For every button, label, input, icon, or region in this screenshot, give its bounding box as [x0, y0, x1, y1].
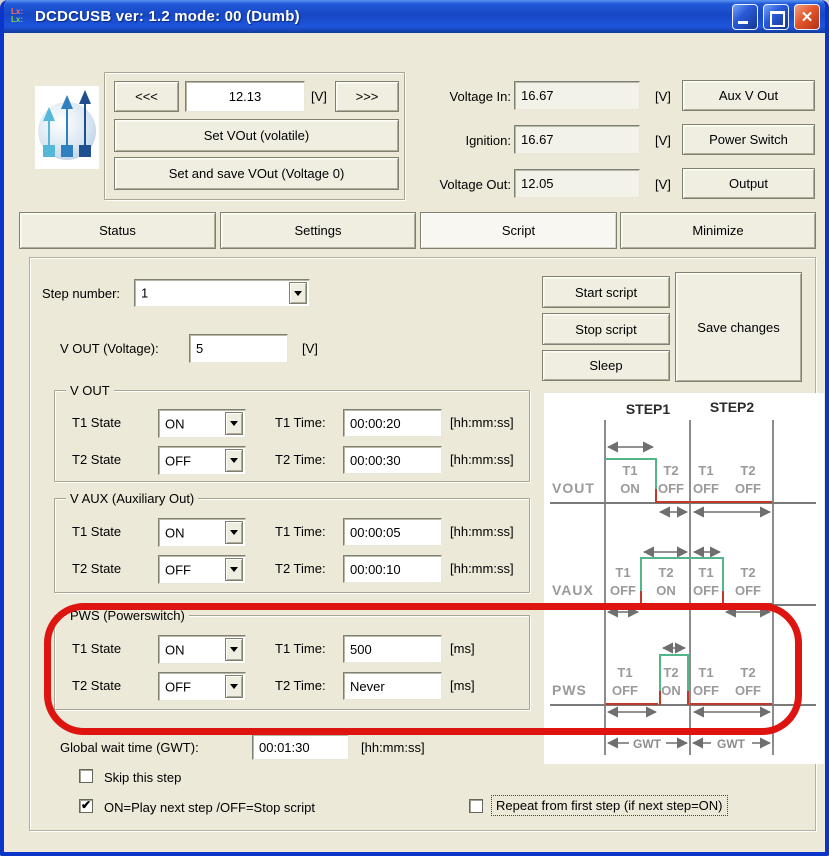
chevron-down-icon[interactable]	[225, 521, 243, 544]
t1-time-unit: [ms]	[450, 641, 475, 656]
vaux-group	[54, 491, 530, 593]
vaux-t2-time-input[interactable]	[343, 555, 442, 583]
vaux-group-title: V AUX (Auxiliary Out)	[66, 491, 198, 506]
gwt-input[interactable]	[252, 734, 349, 760]
t1-time-unit: [hh:mm:ss]	[450, 524, 514, 539]
gwt-unit: [hh:mm:ss]	[361, 740, 425, 755]
skip-step-checkbox[interactable]	[79, 769, 93, 783]
t2-state-label: T2 State	[72, 561, 122, 576]
output-button[interactable]: Output	[682, 168, 815, 199]
pws-t1-time-input[interactable]	[343, 635, 442, 663]
vout-setpoint-input[interactable]	[185, 81, 305, 112]
save-changes-button[interactable]: Save changes	[675, 272, 802, 382]
vout-t2-state-dropdown[interactable]	[158, 446, 246, 475]
skip-step-label: Skip this step	[104, 770, 182, 785]
timing-diagram	[544, 393, 824, 764]
timing-diagram-graphic	[544, 393, 824, 764]
t1-time-label: T1 Time:	[275, 641, 326, 656]
gwt-span-label: GWT	[633, 737, 661, 751]
tab-status[interactable]: Status	[19, 212, 216, 249]
seg-label: T2	[663, 665, 679, 680]
vout-row-label: VOUT	[552, 480, 595, 496]
pws-t1-state-value: ON	[165, 642, 185, 657]
seg-label: T2	[658, 565, 674, 580]
voltage-out-value	[514, 169, 640, 198]
step-number-value: 1	[141, 285, 149, 301]
maximize-window-icon[interactable]	[763, 4, 789, 30]
t2-state-label: T2 State	[72, 678, 122, 693]
seg-label: ON	[656, 583, 676, 598]
tab-minimize[interactable]: Minimize	[620, 212, 816, 249]
vaux-t1-state-dropdown[interactable]	[158, 518, 246, 547]
seg-label: T2	[740, 565, 756, 580]
pws-t1-state-dropdown[interactable]	[158, 635, 246, 664]
seg-label: T1	[698, 665, 714, 680]
repeat-first-step-label: Repeat from first step (if next step=ON)	[491, 795, 728, 816]
seg-label: OFF	[658, 481, 684, 496]
vout-voltage-label: V OUT (Voltage):	[60, 341, 159, 356]
t1-state-label: T1 State	[72, 415, 122, 430]
play-next-step-checkbox[interactable]	[79, 799, 93, 813]
gwt-label: Global wait time (GWT):	[60, 740, 199, 755]
ignition-unit: [V]	[655, 133, 671, 148]
seg-label: OFF	[735, 481, 761, 496]
chevron-down-icon[interactable]	[289, 282, 307, 304]
chevron-down-icon[interactable]	[225, 558, 243, 581]
voltage-in-unit: [V]	[655, 89, 671, 104]
chevron-down-icon[interactable]	[225, 449, 243, 472]
step-number-label: Step number:	[42, 286, 121, 301]
setpoint-unit-label: [V]	[311, 89, 327, 104]
vaux-t2-state-value: OFF	[165, 562, 191, 577]
t1-state-label: T1 State	[72, 524, 122, 539]
pws-row-label: PWS	[552, 682, 587, 698]
t2-time-label: T2 Time:	[275, 678, 326, 693]
start-script-button[interactable]: Start script	[542, 276, 670, 308]
t2-time-label: T2 Time:	[275, 452, 326, 467]
vout-t1-state-value: ON	[165, 416, 185, 431]
repeat-first-step-checkbox[interactable]	[469, 799, 483, 813]
vout-voltage-unit: [V]	[302, 341, 318, 356]
arrows-logo-icon	[37, 89, 97, 167]
ignition-value	[514, 125, 640, 154]
vout-t1-time-input[interactable]	[343, 409, 442, 437]
power-switch-button[interactable]: Power Switch	[682, 124, 815, 155]
vout-increase-button[interactable]: >>>	[335, 81, 399, 112]
aux-v-out-button[interactable]: Aux V Out	[682, 80, 815, 111]
step2-label: STEP2	[709, 399, 755, 415]
vout-t1-state-dropdown[interactable]	[158, 409, 246, 438]
vout-group-title: V OUT	[66, 383, 114, 398]
step1-label: STEP1	[625, 401, 671, 417]
chevron-down-icon[interactable]	[225, 412, 243, 435]
seg-label: T2	[740, 463, 756, 478]
vaux-t1-time-input[interactable]	[343, 518, 442, 546]
pws-group	[54, 608, 530, 710]
t1-time-unit: [hh:mm:ss]	[450, 415, 514, 430]
t2-time-label: T2 Time:	[275, 561, 326, 576]
tab-script[interactable]: Script	[420, 212, 617, 249]
vout-group	[54, 383, 530, 482]
ignition-label: Ignition:	[465, 133, 511, 148]
seg-label: OFF	[735, 583, 761, 598]
stop-script-button[interactable]: Stop script	[542, 313, 670, 345]
t1-time-label: T1 Time:	[275, 415, 326, 430]
set-vout-volatile-button[interactable]: Set VOut (volatile)	[114, 119, 399, 152]
vaux-t1-state-value: ON	[165, 525, 185, 540]
set-save-vout-button[interactable]: Set and save VOut (Voltage 0)	[114, 157, 399, 190]
minimize-window-icon[interactable]	[732, 4, 758, 30]
voltage-out-unit: [V]	[655, 177, 671, 192]
sleep-button[interactable]: Sleep	[542, 350, 670, 381]
seg-label: T2	[740, 665, 756, 680]
seg-label: OFF	[693, 481, 719, 496]
seg-label: T1	[615, 565, 631, 580]
window-title: DCDCUSB ver: 1.2 mode: 00 (Dumb)	[35, 8, 300, 25]
pws-t2-time-input[interactable]	[343, 672, 442, 700]
seg-label: T1	[698, 463, 714, 478]
seg-label: OFF	[610, 583, 636, 598]
seg-label: OFF	[735, 683, 761, 698]
seg-label: OFF	[612, 683, 638, 698]
seg-label: OFF	[693, 583, 719, 598]
vaux-t2-state-dropdown[interactable]	[158, 555, 246, 584]
vaux-row-label: VAUX	[552, 582, 594, 598]
seg-label: T1	[617, 665, 633, 680]
pws-group-title: PWS (Powerswitch)	[66, 608, 189, 623]
step-number-dropdown[interactable]	[134, 279, 310, 307]
titlebar	[4, 0, 825, 33]
voltage-out-label: Voltage Out:	[439, 177, 511, 192]
seg-label: T1	[698, 565, 714, 580]
voltage-in-value	[514, 81, 640, 110]
pws-t2-state-dropdown[interactable]	[158, 672, 246, 701]
t2-time-unit: [hh:mm:ss]	[450, 561, 514, 576]
t1-state-label: T1 State	[72, 641, 122, 656]
vout-voltage-input[interactable]	[189, 334, 288, 363]
voltage-in-label: Voltage In:	[449, 89, 511, 104]
seg-label: T2	[663, 463, 679, 478]
vout-t2-time-input[interactable]	[343, 446, 442, 474]
app-icon: Lx: Lx:	[11, 7, 23, 24]
vout-t2-state-value: OFF	[165, 453, 191, 468]
app-logo	[35, 86, 99, 169]
t2-time-unit: [hh:mm:ss]	[450, 452, 514, 467]
t2-state-label: T2 State	[72, 452, 122, 467]
seg-label: ON	[620, 481, 640, 496]
pws-t2-state-value: OFF	[165, 679, 191, 694]
seg-label: ON	[661, 683, 681, 698]
t1-time-label: T1 Time:	[275, 524, 326, 539]
play-next-step-label: ON=Play next step /OFF=Stop script	[104, 800, 315, 815]
tab-settings[interactable]: Settings	[220, 212, 416, 249]
seg-label: T1	[622, 463, 638, 478]
vout-decrease-button[interactable]: <<<	[114, 81, 179, 112]
t2-time-unit: [ms]	[450, 678, 475, 693]
close-window-icon[interactable]	[794, 4, 820, 30]
gwt-span-label: GWT	[717, 737, 745, 751]
seg-label: OFF	[693, 683, 719, 698]
chevron-down-icon[interactable]	[225, 675, 243, 698]
chevron-down-icon[interactable]	[225, 638, 243, 661]
